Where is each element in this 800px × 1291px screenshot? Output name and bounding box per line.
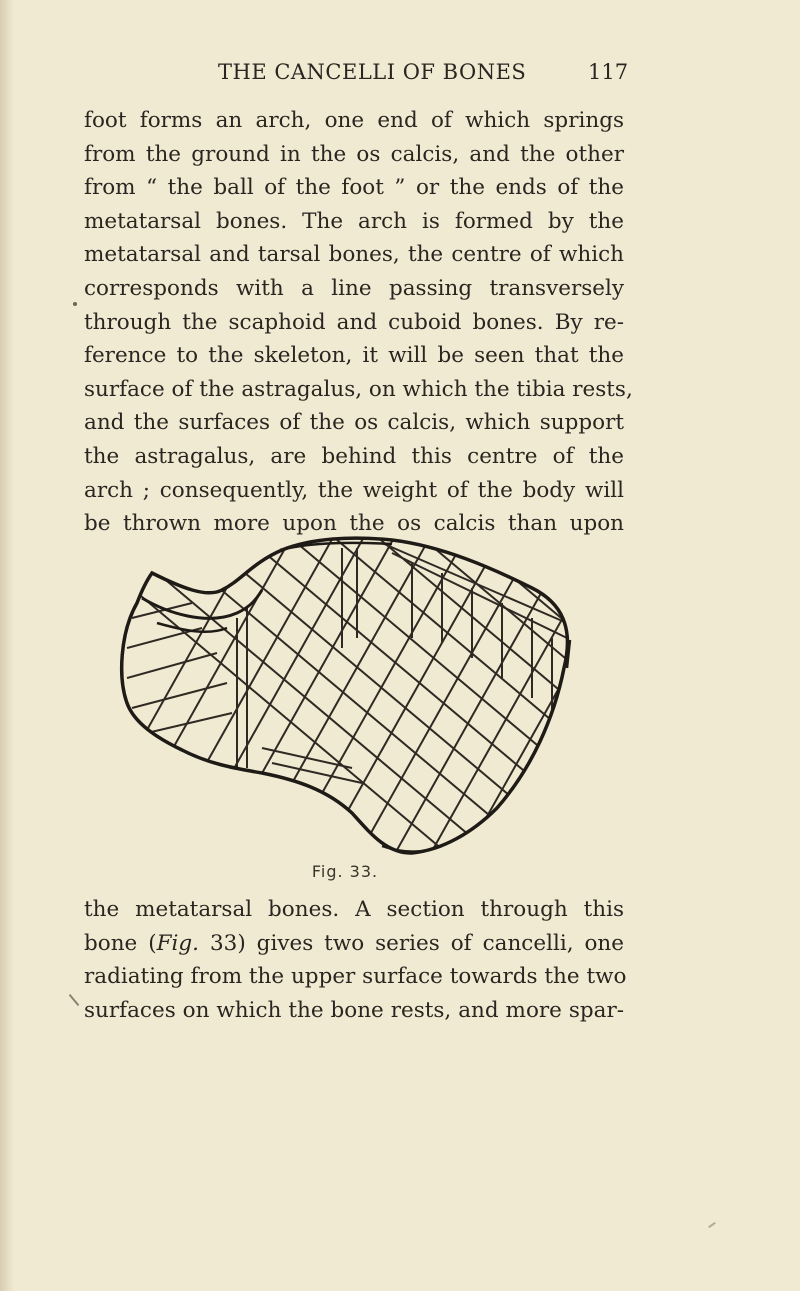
- page-edge-shadow: [0, 0, 14, 1291]
- margin-mark: [73, 302, 77, 306]
- os-calcis-cancelli-section-illustration: [112, 528, 582, 863]
- figure-bone-section: [112, 528, 582, 863]
- text-line: metatarsal and tarsal bones, the centre of which: [84, 242, 624, 268]
- text-fragment: 33) gives two series of cancelli, one: [199, 930, 624, 956]
- text-line: the astragalus, are behind this centre of the: [84, 443, 624, 469]
- paragraph-bottom: [84, 893, 627, 1027]
- figure-reference: Fig.: [156, 930, 200, 956]
- text-line: from the ground in the os calcis, and the other: [84, 141, 624, 167]
- text-line: arch ; consequently, the weight of the body will: [84, 477, 624, 503]
- text-line: and the surfaces of the os calcis, which support: [84, 410, 624, 436]
- margin-mark: [69, 994, 80, 1006]
- text-line: radiating from the upper surface towards the two: [84, 964, 627, 990]
- text-line: corresponds with a line passing transversely: [84, 275, 624, 301]
- text-line: the metatarsal bones. A section through this: [84, 897, 624, 922]
- paragraph-top: [84, 104, 633, 541]
- figure-caption: Fig. 33.: [311, 862, 379, 881]
- page-stain-mark: [708, 1222, 716, 1228]
- text-line: from “ the ball of the foot ” or the ends of the: [84, 175, 624, 201]
- running-title: THE CANCELLI OF BONES: [218, 60, 527, 84]
- text-line: surfaces on which the bone rests, and more spar-: [84, 997, 624, 1023]
- running-head: [0, 60, 800, 100]
- text-fragment: bone (: [84, 930, 157, 956]
- text-line: ference to the skeleton, it will be seen that the: [84, 343, 624, 369]
- text-line: be thrown more upon the os calcis than upon: [84, 511, 624, 537]
- text-line: foot forms an arch, one end of which springs: [84, 108, 624, 133]
- text-line: metatarsal bones. The arch is formed by the: [84, 208, 624, 234]
- text-line-with-figure-reference: [84, 927, 624, 961]
- text-line: through the scaphoid and cuboid bones. By re-: [84, 309, 624, 335]
- text-line: surface of the astragalus, on which the tibia rests,: [84, 376, 633, 402]
- page-number: 117: [588, 60, 629, 84]
